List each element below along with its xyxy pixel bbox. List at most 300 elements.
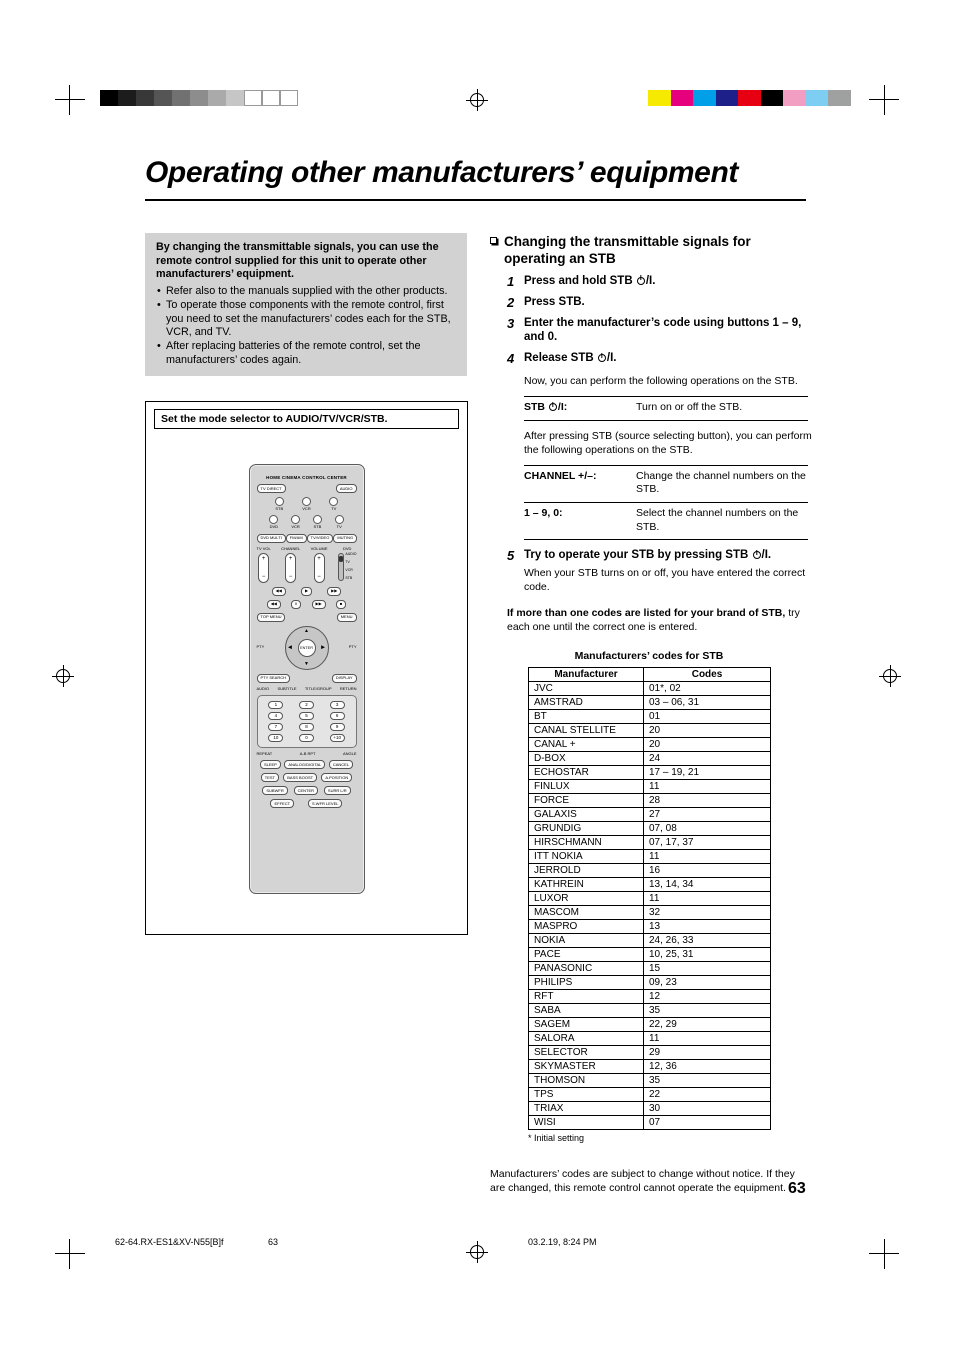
remote-button: DISPLAY [332, 674, 357, 683]
square-bullet-icon [490, 237, 497, 244]
operation-row [524, 396, 808, 420]
remote-rocker [281, 547, 300, 583]
minus-label: − [288, 573, 293, 580]
color-segment [828, 90, 851, 106]
remote-button: ■ [336, 600, 346, 609]
code-cell: 10, 25, 31 [644, 948, 771, 962]
codes-row [529, 920, 771, 934]
codes-row [529, 1018, 771, 1032]
color-segment [716, 90, 739, 106]
codes-header: Codes [644, 668, 771, 682]
color-segment [783, 90, 806, 106]
remote-label: TV [336, 524, 342, 530]
remote-round-button [302, 497, 311, 506]
crop-mark [69, 85, 70, 115]
codes-row [529, 864, 771, 878]
color-segment [761, 90, 784, 106]
grayscale-segment [262, 90, 280, 106]
arrow-left-icon: ◀ [288, 644, 292, 651]
plus-label: + [288, 555, 293, 562]
digit-button: 10 [268, 734, 283, 742]
between-note-text: After pressing STB (source selecting button), you can perform the following operations on the STB. [524, 429, 812, 456]
grayscale-segment [172, 90, 190, 106]
multiple-codes-rest: try each one until the correct one is entered. [507, 607, 800, 634]
manufacturer-cell: MASCOM [529, 906, 644, 920]
remote-round [302, 497, 311, 511]
remote-round [291, 515, 300, 529]
codes-row [529, 934, 771, 948]
step-number: 1 [507, 273, 515, 289]
mode-tick: VCR [345, 567, 353, 572]
remote-label: DVD [269, 524, 279, 530]
intro-box [145, 233, 467, 376]
arrow-right-icon: ▶ [321, 644, 325, 651]
step-subtext: When your STB turns on or off, you have entered the correct code. [524, 567, 806, 593]
manufacturer-cell: SALORA [529, 1032, 644, 1046]
digit-button: 7 [268, 723, 283, 731]
remote-body [249, 464, 365, 894]
grayscale-segment [100, 90, 118, 106]
remote-label: TITLE/GROUP [304, 685, 332, 691]
codes-row [529, 850, 771, 864]
operation-row [524, 502, 808, 539]
digit-button: 0 [299, 734, 314, 742]
codes-row [529, 976, 771, 990]
codes-row [529, 1088, 771, 1102]
manufacturer-cell: CANAL STELLITE [529, 724, 644, 738]
code-cell: 09, 23 [644, 976, 771, 990]
digit-button: 6 [330, 712, 345, 720]
section-title: Changing the transmittable signals for operating an STB [504, 234, 751, 267]
remote-round-button [313, 515, 322, 524]
remote-button: DVD MULTI [257, 534, 286, 543]
digit-button: 1 [268, 701, 283, 709]
remote-rocker [311, 547, 328, 583]
crop-mark [55, 1253, 85, 1254]
change-notice: Manufacturers’ codes are subject to change without notice. If they are changed, this remote control cannot operate the equipment. [490, 1168, 795, 1195]
remote-panel [145, 401, 468, 935]
manufacturer-cell: THOMSON [529, 1074, 644, 1088]
code-cell: 20 [644, 738, 771, 752]
remote-label: AUDIO [256, 685, 270, 691]
remote-label: PTY [256, 644, 265, 650]
remote-label: RETURN [339, 685, 357, 691]
digit-button: 8 [299, 723, 314, 731]
codes-row [529, 1004, 771, 1018]
stb-section [490, 233, 812, 1195]
remote-button-row [257, 587, 357, 596]
manufacturer-cell: D-BOX [529, 752, 644, 766]
grayscale-segment [154, 90, 172, 106]
digit-button: 4 [268, 712, 283, 720]
mode-tick: STB [345, 576, 353, 581]
codes-row [529, 710, 771, 724]
mode-slider-bar [338, 553, 344, 581]
dpad [285, 626, 329, 670]
codes-row [529, 696, 771, 710]
code-cell: 11 [644, 1032, 771, 1046]
step-number: 5 [507, 548, 515, 564]
operation-desc: Turn on or off the STB. [636, 401, 743, 414]
mode-selector-instruction: Set the mode selector to AUDIO/TV/VCR/STB. [154, 409, 459, 429]
step [507, 295, 812, 310]
remote-button-row [257, 613, 357, 622]
manufacturer-cell: FINLUX [529, 780, 644, 794]
remote-rocker-row [257, 547, 357, 583]
operation-desc: Select the channel numbers on the STB. [636, 506, 799, 533]
code-cell: 32 [644, 906, 771, 920]
remote-button: A.POSITION [321, 773, 352, 782]
step-number: 2 [507, 294, 515, 310]
remote-button: S.WFR LEVEL [308, 799, 342, 808]
codes-table-head [529, 668, 771, 682]
remote-label-row [257, 752, 357, 756]
codes-row [529, 1116, 771, 1130]
table-footnote: * Initial setting [528, 1133, 585, 1144]
plus-label: + [261, 555, 266, 562]
manufacturer-cell: TPS [529, 1088, 644, 1102]
remote-button: ▶▶ [327, 587, 341, 596]
codes-row [529, 752, 771, 766]
remote-button: TEST [261, 773, 279, 782]
remote-round [275, 497, 284, 511]
remote-button: MENU [337, 613, 357, 622]
color-segment [806, 90, 829, 106]
mode-ticks [345, 553, 356, 581]
remote-round-row [257, 497, 357, 511]
remote-label: CHANNEL [281, 545, 301, 551]
code-cell: 03 – 06, 31 [644, 696, 771, 710]
remote-round [329, 497, 338, 511]
codes-row [529, 780, 771, 794]
code-cell: 24 [644, 752, 771, 766]
code-cell: 35 [644, 1074, 771, 1088]
manufacturer-cell: BT [529, 710, 644, 724]
codes-row [529, 836, 771, 850]
codes-row [529, 1032, 771, 1046]
registration-mark-top [466, 89, 488, 111]
registration-mark-right [879, 665, 901, 687]
remote-button: SURR L/R [324, 786, 351, 795]
code-cell: 35 [644, 1004, 771, 1018]
section-heading [490, 233, 812, 268]
remote-round-button [291, 515, 300, 524]
remote-label: STB [275, 506, 284, 511]
crop-mark [884, 1239, 885, 1269]
remote-button: ▶▶ [312, 600, 326, 609]
arrow-up-icon: ▲ [304, 627, 309, 634]
power-icon [549, 403, 557, 411]
mode-tick: TV [345, 559, 350, 564]
manufacturer-cell: SABA [529, 1004, 644, 1018]
codes-row [529, 1060, 771, 1074]
remote-button: SLEEP [260, 760, 281, 769]
manufacturer-cell: TRIAX [529, 1102, 644, 1116]
remote-label: ANGLE [342, 751, 357, 757]
minus-label: − [317, 573, 321, 580]
codes-row [529, 1074, 771, 1088]
remote-label: VOLUME [310, 545, 328, 551]
code-cell: 07, 08 [644, 822, 771, 836]
code-cell: 13, 14, 34 [644, 878, 771, 892]
digit-button: 2 [299, 701, 314, 709]
remote-label: TV VOL [256, 545, 271, 551]
code-cell: 24, 26, 33 [644, 934, 771, 948]
code-cell: 22 [644, 1088, 771, 1102]
step-text: Press and hold STB /I. [524, 274, 656, 287]
title-rule [145, 199, 806, 201]
code-cell: 28 [644, 794, 771, 808]
step-number: 4 [507, 351, 515, 367]
remote-button: TOP MENU [257, 613, 286, 622]
codes-row [529, 794, 771, 808]
remote-button: CENTER [294, 786, 318, 795]
after-step4-text: Now, you can perform the following operations on the STB. [524, 375, 798, 388]
mode-selector [338, 547, 357, 581]
step [507, 316, 812, 346]
operation-label: STB /I: [524, 401, 568, 414]
color-segment [671, 90, 694, 106]
step [507, 351, 812, 366]
remote-button: PTY SEARCH [257, 674, 291, 683]
remote-button: ◀◀ [267, 600, 281, 609]
manufacturer-cell: PACE [529, 948, 644, 962]
step-number: 3 [507, 315, 515, 331]
code-cell: 15 [644, 962, 771, 976]
manufacturer-cell: RFT [529, 990, 644, 1004]
grayscale-segment [244, 90, 262, 106]
remote-button: II [291, 600, 301, 609]
remote-button: FM/AM [286, 534, 307, 543]
manufacturer-cell: JVC [529, 682, 644, 696]
digit-button: +10 [330, 734, 345, 742]
rocker-button [285, 553, 296, 583]
crop-mark [884, 85, 885, 115]
multiple-codes-note [507, 607, 812, 635]
mode-selector-slider [338, 553, 357, 581]
remote-label: TV [331, 506, 337, 511]
remote-dpad-row [257, 626, 357, 670]
codes-table-body [529, 682, 771, 1130]
manufacturer-cell: GRUNDIG [529, 822, 644, 836]
manufacturer-cell: SAGEM [529, 1018, 644, 1032]
remote-label: VCR [302, 506, 311, 511]
operations-table-2 [524, 465, 808, 541]
remote-button: TV/VIDEO [307, 534, 334, 543]
intro-bullets [156, 285, 457, 367]
manufacturer-cell: JERROLD [529, 864, 644, 878]
step-text: Enter the manufacturer’s code using buttons 1 – 9, and 0. [524, 316, 802, 344]
remote-button: TV DIRECT [257, 484, 286, 493]
remote-round-button [329, 497, 338, 506]
manufacturer-header: Manufacturer [529, 668, 644, 682]
step [507, 274, 812, 289]
code-cell: 11 [644, 850, 771, 864]
power-icon [637, 277, 645, 285]
code-cell: 22, 29 [644, 1018, 771, 1032]
power-icon [598, 354, 606, 362]
registration-mark-bottom [466, 1241, 488, 1263]
manufacturer-cell: ECHOSTAR [529, 766, 644, 780]
operation-desc: Change the channel numbers on the STB. [636, 469, 806, 496]
grayscale-segment [136, 90, 154, 106]
registration-mark-left [52, 665, 74, 687]
crop-mark [55, 99, 85, 100]
enter-button: ENTER [298, 639, 316, 657]
manufacturer-cell: SELECTOR [529, 1046, 644, 1060]
remote-button-row [257, 773, 357, 782]
code-cell: 01*, 02 [644, 682, 771, 696]
codes-row [529, 766, 771, 780]
remote-button: SUBWFR [262, 786, 287, 795]
codes-row [529, 962, 771, 976]
codes-row [529, 724, 771, 738]
intro-bullet: • Refer also to the manuals supplied with the other products. [156, 285, 457, 299]
arrow-down-icon: ▼ [304, 660, 309, 667]
steps-1-4 [507, 274, 812, 367]
manufacturer-cell: ITT NOKIA [529, 850, 644, 864]
remote-button: AUDIO [336, 484, 357, 493]
remote-label: STB [313, 524, 322, 530]
remote-round [269, 515, 278, 529]
operation-label: CHANNEL +/–: [524, 469, 597, 482]
step-5 [507, 548, 812, 594]
codes-row [529, 1102, 771, 1116]
manufacturer-cell: SKYMASTER [529, 1060, 644, 1074]
codes-row [529, 948, 771, 962]
manufacturer-cell: FORCE [529, 794, 644, 808]
remote-button: EFFECT [270, 799, 294, 808]
code-cell: 16 [644, 864, 771, 878]
grayscale-segment [280, 90, 298, 106]
manufacturer-cell: WISI [529, 1116, 644, 1130]
multiple-codes-bold: If more than one codes are listed for your brand of STB, [507, 607, 786, 620]
remote-button-row [257, 674, 357, 683]
step-text: Release STB /I. [524, 352, 617, 365]
operations-table-1 [524, 396, 808, 421]
remote-label: VCR [291, 524, 300, 530]
page-number: 63 [788, 1180, 806, 1197]
color-bar [648, 90, 851, 106]
remote-round-button [269, 515, 278, 524]
remote-rocker [257, 547, 271, 583]
remote-button-row [257, 534, 357, 543]
rocker-button [314, 553, 325, 583]
code-cell: 07 [644, 1116, 771, 1130]
step-text: Try to operate your STB by pressing STB /I. When your STB turns on or off, you have entered the correct code. [524, 548, 812, 594]
manufacturer-cell: PANASONIC [529, 962, 644, 976]
remote-button: CANCEL [329, 760, 353, 769]
remote-label: A-B RPT [299, 751, 316, 757]
code-cell: 30 [644, 1102, 771, 1116]
remote-label: PTY [348, 644, 357, 650]
remote-button-row [257, 760, 357, 769]
remote-label: DVD [342, 545, 352, 551]
code-cell: 11 [644, 780, 771, 794]
codes-header-row [529, 668, 771, 682]
digit-button: 3 [330, 701, 345, 709]
remote-round [313, 515, 322, 529]
codes-row [529, 906, 771, 920]
code-cell: 27 [644, 808, 771, 822]
code-cell: 11 [644, 892, 771, 906]
remote-button: BASS BOOST [283, 773, 317, 782]
mode-tick: AUDIO [345, 551, 357, 556]
manufacturer-cell: LUXOR [529, 892, 644, 906]
remote-round-button [335, 515, 344, 524]
remote-digits-row [257, 695, 357, 748]
footer-filename: 62-64.RX-ES1&XV-N55[B]f [115, 1237, 224, 1247]
manufacturer-cell: NOKIA [529, 934, 644, 948]
operation-label: 1 – 9, 0: [524, 506, 563, 519]
power-icon [753, 551, 761, 559]
color-segment [693, 90, 716, 106]
manufacturer-cell: PHILIPS [529, 976, 644, 990]
page-title: Operating other manufacturers’ equipment [145, 156, 738, 189]
code-cell: 07, 17, 37 [644, 836, 771, 850]
grayscale-segment [208, 90, 226, 106]
remote-label: REPEAT [256, 751, 273, 757]
grayscale-segment [118, 90, 136, 106]
remote-button: ◀◀ [272, 587, 286, 596]
manufacturer-cell: AMSTRAD [529, 696, 644, 710]
codes-row [529, 878, 771, 892]
remote-round [335, 515, 344, 529]
remote-button-row [257, 600, 357, 609]
code-cell: 12 [644, 990, 771, 1004]
remote-button-row [257, 484, 357, 493]
remote-round-button [275, 497, 284, 506]
crop-mark [69, 1239, 70, 1269]
codes-row [529, 990, 771, 1004]
step-text: Press STB. [524, 295, 585, 308]
code-cell: 17 – 19, 21 [644, 766, 771, 780]
minus-label: − [261, 573, 266, 580]
manufacturer-cell: CANAL + [529, 738, 644, 752]
grayscale-segment [190, 90, 208, 106]
remote-button-row [257, 799, 357, 808]
remote-label-row [257, 687, 357, 691]
remote-button: ▶ [301, 587, 312, 596]
remote-brand-text: HOME CINEMA CONTROL CENTER [266, 475, 347, 480]
digit-button: 9 [330, 723, 345, 731]
remote-button-row [257, 786, 357, 795]
codes-row [529, 892, 771, 906]
color-segment [738, 90, 761, 106]
code-cell: 29 [644, 1046, 771, 1060]
remote-round-row [257, 515, 357, 529]
codes-row [529, 822, 771, 836]
remote-label: SUBTITLE [277, 685, 297, 691]
code-cell: 13 [644, 920, 771, 934]
code-cell: 12, 36 [644, 1060, 771, 1074]
grayscale-segment [226, 90, 244, 106]
manufacturer-cell: MASPRO [529, 920, 644, 934]
manufacturer-cell: KATHREIN [529, 878, 644, 892]
codes-row [529, 738, 771, 752]
step [507, 548, 812, 594]
remote-button: MUTING [333, 534, 357, 543]
codes-row [529, 1046, 771, 1060]
codes-table-caption: Manufacturers’ codes for STB [574, 650, 724, 663]
digit-button: 5 [299, 712, 314, 720]
codes-row [529, 682, 771, 696]
manufacturer-cell: GALAXIS [529, 808, 644, 822]
footer-page: 63 [268, 1237, 279, 1247]
intro-bullet: • After replacing batteries of the remote control, set the manufacturers’ codes again. [156, 340, 457, 367]
manufacturer-cell: HIRSCHMANN [529, 836, 644, 850]
plus-label: + [317, 555, 321, 562]
